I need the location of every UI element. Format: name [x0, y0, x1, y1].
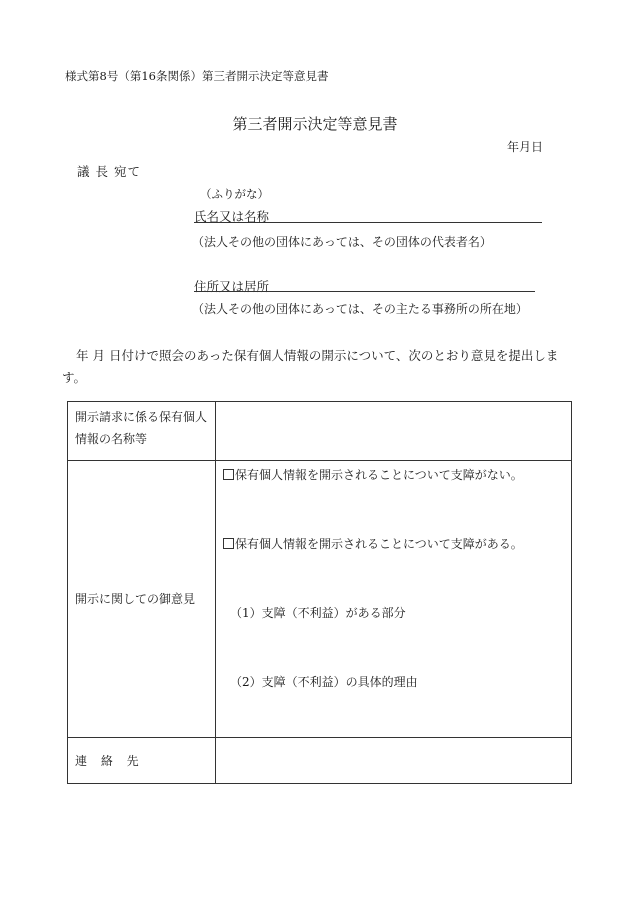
sub-item-specific-reason: （2）支障（不利益）の具体的理由: [230, 675, 418, 689]
name-label: 氏名又は名称: [194, 209, 270, 224]
table-row: [68, 402, 572, 461]
option-issue-label: 保有個人情報を開示されることについて支障がある。: [235, 537, 523, 551]
opinion-field[interactable]: [216, 461, 572, 738]
checkbox-icon[interactable]: [223, 469, 234, 480]
option-issue[interactable]: [223, 535, 523, 552]
address-note: （法人その他の団体にあっては、その主たる事務所の所在地）: [192, 302, 528, 316]
table-row: [68, 461, 572, 738]
table-row: [68, 738, 572, 784]
checkbox-icon[interactable]: [223, 538, 234, 549]
contact-label: 連 絡 先: [68, 738, 216, 784]
date-line: 年月日: [507, 140, 544, 154]
addressee: 議 長 宛て: [77, 164, 141, 179]
contact-field[interactable]: [216, 738, 572, 784]
sub-item-affected-part: （1）支障（不利益）がある部分: [230, 606, 406, 620]
name-field-line[interactable]: [194, 222, 542, 223]
option-no-issue-label: 保有個人情報を開示されることについて支障がない。: [235, 468, 523, 482]
information-name-label: 開示請求に係る保有個人情報の名称等: [68, 402, 216, 461]
furigana-label: （ふりがな）: [200, 187, 269, 201]
address-field-line[interactable]: [194, 291, 535, 292]
document-title: 第三者開示決定等意見書: [232, 115, 398, 133]
opinion-table: [67, 401, 572, 784]
opinion-label: 開示に関しての御意見: [68, 461, 216, 738]
option-no-issue[interactable]: [223, 466, 523, 483]
body-paragraph: 年 月 日付けで照会のあった保有個人情報の開示について、次のとおり意見を提出します。: [62, 348, 559, 385]
name-note: （法人その他の団体にあっては、その団体の代表者名）: [192, 235, 492, 249]
information-name-field[interactable]: [216, 402, 572, 461]
address-label: 住所又は居所: [194, 279, 270, 294]
form-number: 様式第8号（第16条関係）第三者開示決定等意見書: [65, 69, 329, 83]
